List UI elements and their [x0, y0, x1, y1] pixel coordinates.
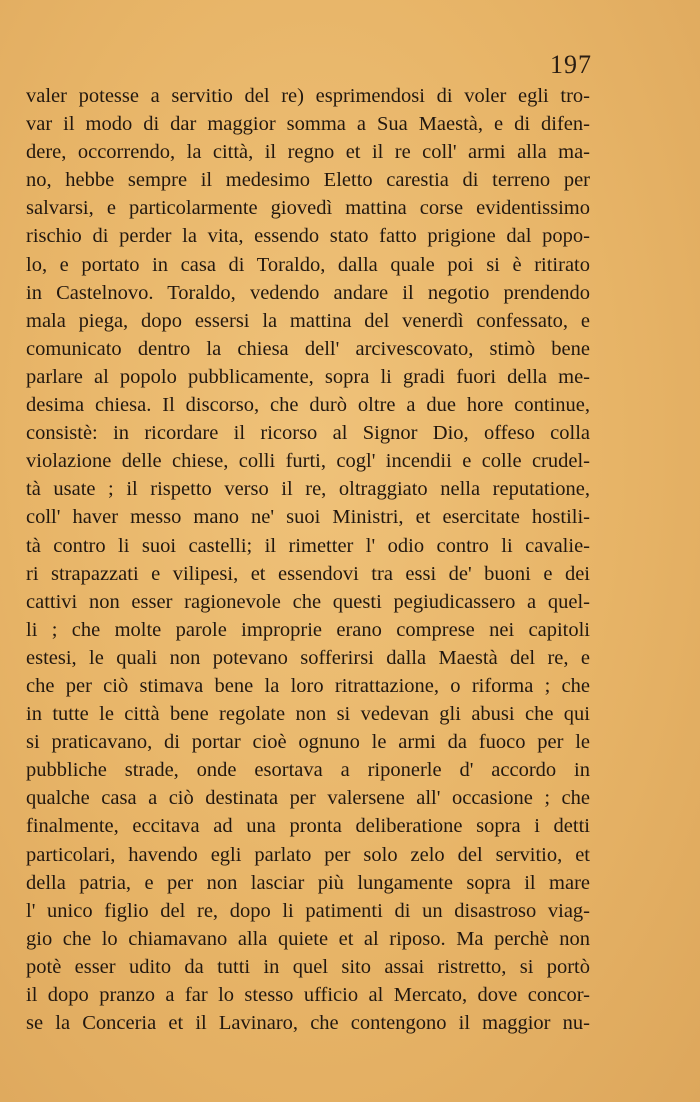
- text-line: pubbliche strade, onde esortava a riponerle d' accordo in: [26, 759, 590, 782]
- text-line: in Castelnovo. Toraldo, vedendo andare il negotio prendendo: [26, 281, 590, 304]
- text-line: no, hebbe sempre il medesimo Eletto carestia di terreno per: [26, 169, 590, 192]
- text-line: mala piega, dopo essersi la mattina del venerdì confessato, e: [26, 309, 590, 332]
- text-line: particolari, havendo egli parlato per solo zelo del servitio, et: [26, 843, 590, 866]
- text-line: lo, e portato in casa di Toraldo, dalla quale poi si è ritirato: [26, 253, 590, 276]
- text-line: l' unico figlio del re, dopo li patimenti di un disastroso viag-: [26, 899, 590, 922]
- text-line: ri strapazzati e vilipesi, et essendovi tra essi de' buoni e dei: [26, 562, 590, 585]
- text-line: il dopo pranzo a far lo stesso ufficio al Mercato, dove concor-: [26, 984, 590, 1006]
- text-line: che per ciò stimava bene la loro ritrattazione, o riforma ; che: [26, 674, 590, 697]
- text-line: si praticavano, di portar cioè ognuno le armi da fuoco per le: [26, 731, 590, 754]
- text-line: in tutte le città bene regolate non si vedevan gli abusi che qui: [26, 703, 590, 726]
- text-line: valer potesse a servitio del re) esprimendosi di voler egli tro-: [26, 85, 590, 107]
- text-line: gio che lo chiamavano alla quiete et al riposo. Ma perchè non: [26, 927, 590, 950]
- text-line: dere, occorrendo, la città, il regno et il re coll' armi alla ma-: [26, 141, 590, 164]
- text-line: della patria, e per non lasciar più lungamente sopra il mare: [26, 871, 590, 894]
- body-text: [26, 82, 590, 1037]
- text-line: se la Conceria et il Lavinaro, che contengono il maggior nu-: [26, 1012, 590, 1035]
- text-line: comunicato dentro la chiesa dell' arcivescovato, stimò bene: [26, 337, 590, 360]
- text-line: tà contro li suoi castelli; il rimetter l' odio contro li cavalie-: [26, 534, 590, 557]
- text-line: finalmente, eccitava ad una pronta deliberatione sopra i detti: [26, 815, 590, 838]
- text-line: potè esser udito da tutti in quel sito assai ristretto, si portò: [26, 955, 590, 978]
- text-line: estesi, le quali non potevano sofferirsi dalla Maestà del re, e: [26, 646, 590, 669]
- text-line: tà usate ; il rispetto verso il re, oltraggiato nella reputatione,: [26, 478, 590, 501]
- text-line: parlare al popolo pubblicamente, sopra li gradi fuori della me-: [26, 365, 590, 388]
- text-line: var il modo di dar maggior somma a Sua Maestà, e di difen-: [26, 113, 590, 136]
- text-line: coll' haver messo mano ne' suoi Ministri, et esercitate hostili-: [26, 506, 590, 529]
- text-line: rischio di perder la vita, essendo stato fatto prigione dal popo-: [26, 225, 590, 248]
- text-line: cattivi non esser ragionevole che questi pegiudicassero a quel-: [26, 590, 590, 613]
- text-line: li ; che molte parole improprie erano comprese nei capitoli: [26, 618, 590, 641]
- page-number: 197: [550, 50, 592, 79]
- text-line: consistè: in ricordare il ricorso al Signor Dio, offeso colla: [26, 422, 590, 445]
- text-line: qualche casa a ciò destinata per valersene all' occasione ; che: [26, 787, 590, 810]
- text-line: violazione delle chiese, colli furti, cogl' incendii e colle crudel-: [26, 450, 590, 473]
- text-line: desima chiesa. Il discorso, che durò oltre a due hore continue,: [26, 394, 590, 417]
- text-line: salvarsi, e particolarmente giovedì mattina corse evidentissimo: [26, 197, 590, 220]
